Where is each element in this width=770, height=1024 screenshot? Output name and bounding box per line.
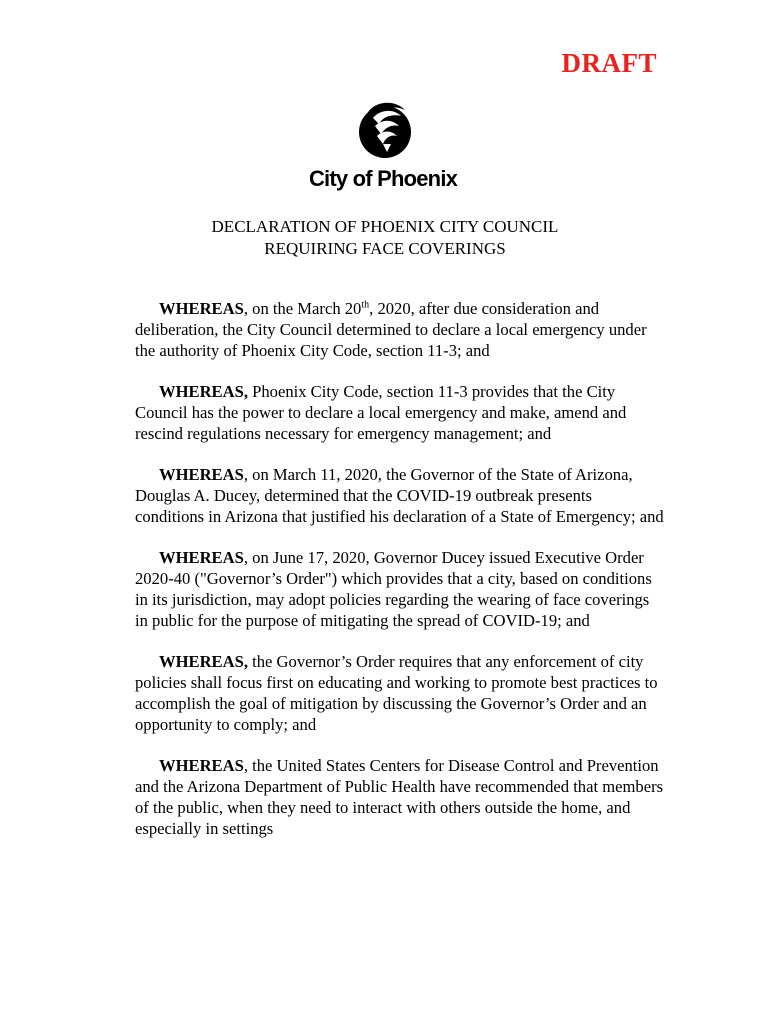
- whereas-keyword: WHEREAS: [159, 465, 244, 484]
- paragraph-text: , on the March 20: [243, 299, 362, 318]
- paragraph-text: the Governor’s Order requires that any enforcement of city policies shall focus first on educating and working to promote best practices to accomplish the goal of mitigation by discussing the Governor’s Order and an opportunity to comply; and: [135, 652, 658, 734]
- whereas-paragraph: [135, 651, 665, 735]
- document-body: [135, 298, 665, 859]
- phoenix-bird-icon: [353, 96, 417, 160]
- paragraph-text: , 2020, after due consideration and deliberation, the City Council determined to declare a local emergency under the authority of Phoenix City Code, section 11-3; and: [135, 299, 647, 360]
- whereas-keyword: WHEREAS,: [159, 652, 248, 671]
- title-line-2: REQUIRING FACE COVERINGS: [264, 239, 506, 258]
- ordinal-suffix: th: [361, 299, 370, 311]
- whereas-paragraph: [135, 298, 665, 361]
- logo-wordmark: City of Phoenix: [308, 166, 458, 191]
- whereas-keyword: WHEREAS,: [159, 382, 248, 401]
- whereas-keyword: WHEREAS: [159, 548, 244, 567]
- city-logo: [0, 96, 770, 160]
- whereas-paragraph: [135, 464, 665, 527]
- title-line-1: DECLARATION OF PHOENIX CITY COUNCIL: [211, 217, 559, 236]
- whereas-keyword: WHEREAS: [159, 756, 244, 775]
- paragraph-text: Phoenix City Code, section 11-3 provides that the City Council has the power to declare a local emergency and make, amend and rescind regulations necessary for emergency management; and: [135, 382, 627, 443]
- whereas-paragraph: [135, 547, 665, 631]
- whereas-keyword: WHEREAS: [159, 299, 244, 318]
- whereas-paragraph: [135, 381, 665, 444]
- paragraph-text: , on March 11, 2020, the Governor of the State of Arizona, Douglas A. Ducey, determined that the COVID-19 outbreak presents conditions in Arizona that justified his declaration of a State of Emergency; and: [135, 465, 664, 526]
- document-title: [0, 216, 770, 260]
- paragraph-text: , the United States Centers for Disease Control and Prevention and the Arizona Department of Public Health have recommended that members of the public, when they need to interact with others outside the home, and especially in settings: [135, 756, 664, 838]
- whereas-paragraph: [135, 755, 665, 839]
- paragraph-text: , on June 17, 2020, Governor Ducey issued Executive Order 2020-40 ("Governor’s Order") which provides that a city, based on conditions in its jurisdiction, may adopt policies regarding the wearing of face coverings in public for the purpose of mitigating the spread of COVID-19; and: [135, 548, 652, 630]
- draft-watermark: DRAFT: [561, 48, 657, 78]
